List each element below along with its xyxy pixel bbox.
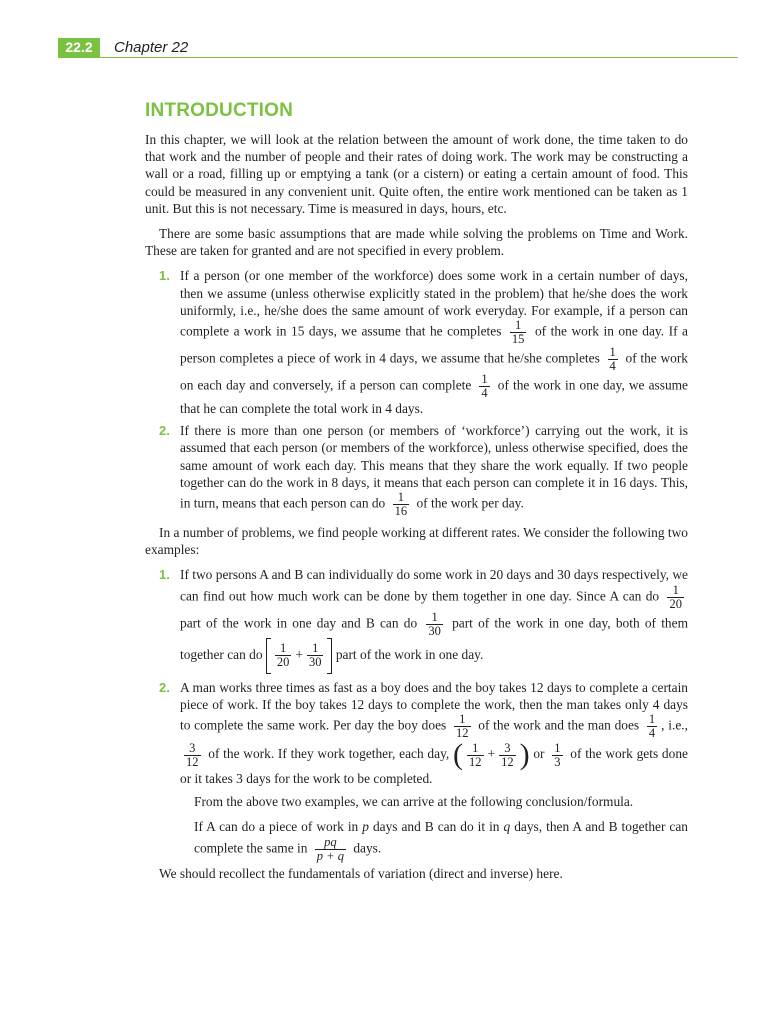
fraction: $\frac{1}{12}$ [469,740,482,769]
chapter-number-badge: 22.2 [58,38,100,57]
assumption-1-text: If a person (or one member of the workforce) does some work in a certain number of days, then we assume (unless otherwise explicitly stated in the problem) that he/she does the work uniformly, i.e., he/she does the same amount of work everyday. For example, if a person can complete a work in 15 days, we assume that he completes $\frac{1}{15}$ of the work in one day. If a person completes a piece of work in 4 days, we assume that he/she completes $\frac{1}{4}$ of the work on each day and conversely, if a person can complete $\frac{1}{4}$ of the work in one day, we assume that he can complete the total work in 4 days. [180,268,688,417]
example-2-text: A man works three times as fast as a boy does and the boy takes 12 days to complete a certain piece of work. If the boy takes 12 days to complete the work, then the man takes only 4 days to complete the same work. Per day the boy does $\frac{1}{12}$ of the work and the man does $\frac{1}{4}$ , i.e., $\frac{3}{12}$ of the work. If they work together, each day, ( $\frac{1}{12}$ + $\frac{3}{12}$ ) or $\frac{1}{3}$ of the work gets done or it takes 3 days for the work to be completed. [180,679,688,787]
page-header [58,38,738,58]
list-number: 1. [159,567,170,583]
section-title: INTRODUCTION [145,100,294,121]
fraction: $\frac{1}{30}$ [428,609,441,638]
chapter-title: Chapter 22 [114,39,189,56]
fraction: $\frac{3}{12}$ [501,740,514,769]
right-paren: ) [519,738,530,772]
fraction: $\frac{1}{20}$ [669,582,682,611]
list-number: 2. [159,423,170,439]
page-content [145,100,688,882]
fraction: $\frac{1}{16}$ [394,490,408,519]
fraction: $\frac{1}{4}$ [648,712,656,741]
fraction: $\frac{1}{4}$ [609,345,616,374]
assumption-item-1 [145,267,688,417]
fraction: $\frac{1}{15}$ [511,318,525,347]
final-line: We should recollect the fundamentals of variation (direct and inverse) here. [159,865,563,881]
conclusion-line-1: From the above two examples, we can arrive at the following conclusion/formula. [194,794,634,810]
intro-paragraph-1: In this chapter, we will look at the relation between the amount of work done, the time taken to do that work and the number of people and their rates of doing work. The work may be constructing a wall or a road, filling up or emptying a tank (or a cistern) or eating a certain amount of food. This could be measured in any convenient unit. Quite often, the entire work mentioned can be taken as 1 unit. But this is not necessary. Time is measured in days, hours, etc. [145,132,688,216]
fraction: $\frac{1}{30}$ [308,641,322,670]
list-number: 2. [159,679,170,695]
assumption-item-2 [145,422,688,518]
conclusion-block [145,793,688,862]
intro-paragraph-2: There are some basic assumptions that are made while solving the problems on Time and Work. These are taken for granted and are not specified in every problem. [145,226,688,259]
assumption-2-text: If there is more than one person (or members of ‘workforce’) carrying out the work, it is assumed that each person (or members of the workforce), unless otherwise specified, does the same amount of work each day. This means that they share the work equally. If two people together can do the work in 8 days, it means that each person can complete it in 16 days. This, in turn, means that each person can do $\frac{1}{16}$ of the work per day. [180,423,688,519]
fraction: $\frac{1}{4}$ [481,372,488,401]
rates-paragraph: In a number of problems, we find people working at different rates. We consider the following two examples: [145,525,688,558]
formula-fraction: $\frac{pq}{p + q}$ [316,834,344,863]
header-rule [58,57,738,58]
fraction: $\frac{1}{12}$ [456,712,469,741]
example-1-text: If two persons A and B can individually do some work in 20 days and 30 days respectively, we can find out how much work can be done by them together in one day. Since A can do $\frac{1}{20}$ part of the work in one day and B can do $\frac{1}{30}$ part of the work in one day, both of them together can do $\frac{1}{20}$ + $\frac{1}{30}$ part of the work in one day. [180,566,688,673]
left-paren: ( [453,738,464,772]
fraction: $\frac{3}{12}$ [186,740,199,769]
examples-list [145,566,688,787]
example-item-2 [145,679,688,788]
conclusion-line-2: If A can do a piece of work in p days and B can do it in q days, then A and B together can complete the same in $\frac{pq}{p + q}$ days. [194,819,688,863]
list-number: 1. [159,268,170,284]
example-item-1 [145,566,688,673]
left-bracket [266,638,271,674]
fraction: $\frac{1}{20}$ [276,641,290,670]
right-bracket [327,638,332,674]
fraction: $\frac{1}{3}$ [554,740,561,769]
assumptions-list [145,267,688,518]
